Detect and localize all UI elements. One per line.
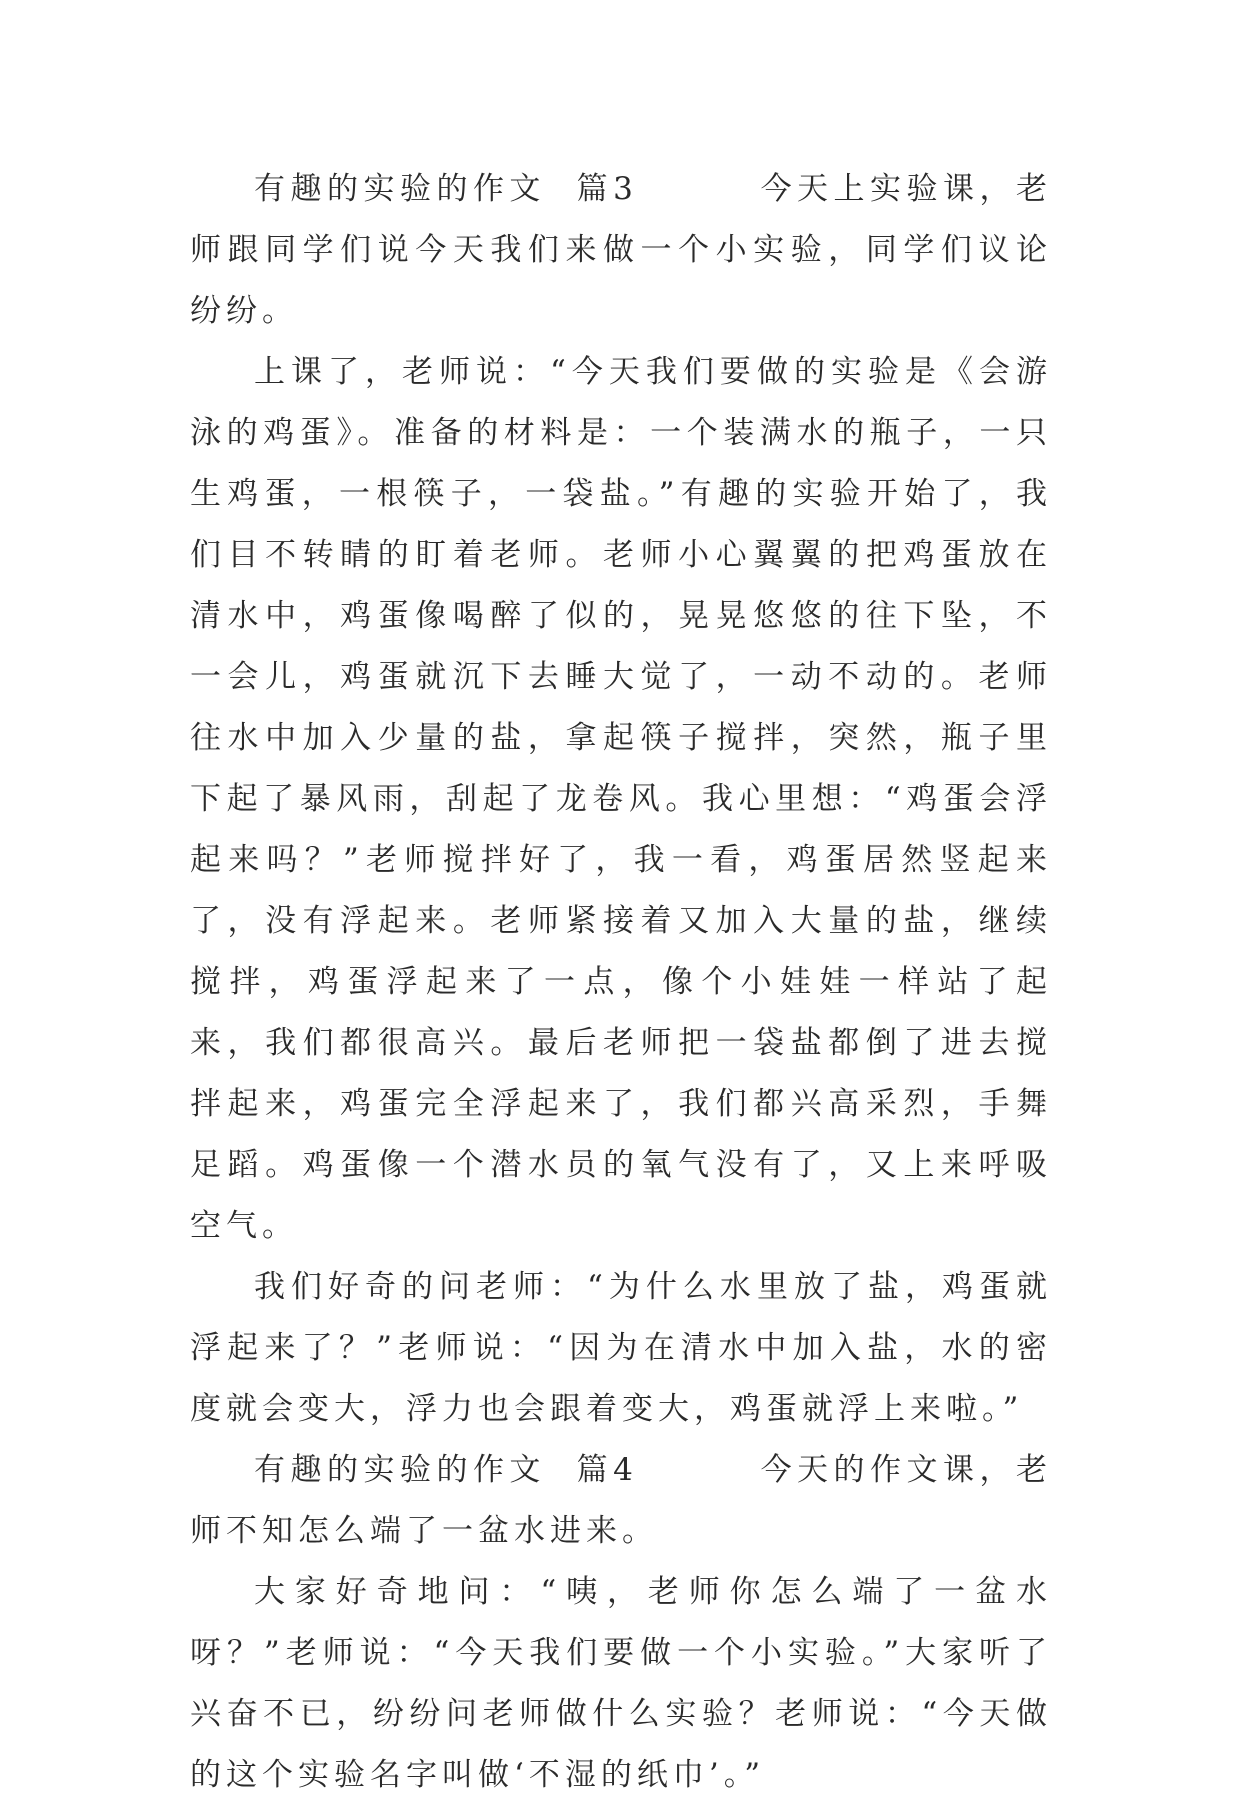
paragraph-essay4-intro: 有趣的实验的作文 篇4 今天的作文课，老师不知怎么端了一盆水进来。: [190, 1452, 1052, 1549]
paragraph-paper-towel-experiment: 大家好奇地问：“咦，老师你怎么端了一盆水呀？”老师说：“今天我们要做一个小实验。”大家听了兴奋不已，纷纷问老师做什么实验？老师说：“今天做的这个实验名字叫做‘不湿的纸巾’。”: [190, 1574, 1052, 1793]
paragraph-experiment-process: 上课了，老师说：“今天我们要做的实验是《会游泳的鸡蛋》。准备的材料是：一个装满水的瓶子，一只生鸡蛋，一根筷子，一袋盐。”有趣的实验开始了，我们目不转睛的盯着老师。老师小心翼翼的把鸡蛋放在清水中，鸡蛋像喝醉了似的，晃晃悠悠的往下坠，不一会儿，鸡蛋就沉下去睡大觉了，一动不动的。老师往水中加入少量的盐，拿起筷子搅拌，突然，瓶子里下起了暴风雨，刮起了龙卷风。我心里想：“鸡蛋会浮起来吗？”老师搅拌好了，我一看，鸡蛋居然竖起来了，没有浮起来。老师紧接着又加入大量的盐，继续搅拌，鸡蛋浮起来了一点，像个小娃娃一样站了起来，我们都很高兴。最后老师把一袋盐都倒了进去搅拌起来，鸡蛋完全浮起来了，我们都兴高采烈，手舞足蹈。鸡蛋像一个潜水员的氧气没有了，又上来呼吸空气。: [190, 354, 1052, 1244]
document-body: [190, 159, 1052, 1806]
paragraph-essay3-intro: 有趣的实验的作文 篇3 今天上实验课，老师跟同学们说今天我们来做一个小实验，同学们议论纷纷。: [190, 171, 1052, 329]
paragraph-teacher-explanation: 我们好奇的问老师：“为什么水里放了盐，鸡蛋就浮起来了？”老师说：“因为在清水中加入盐，水的密度就会变大，浮力也会跟着变大，鸡蛋就浮上来啦。”: [190, 1269, 1052, 1427]
